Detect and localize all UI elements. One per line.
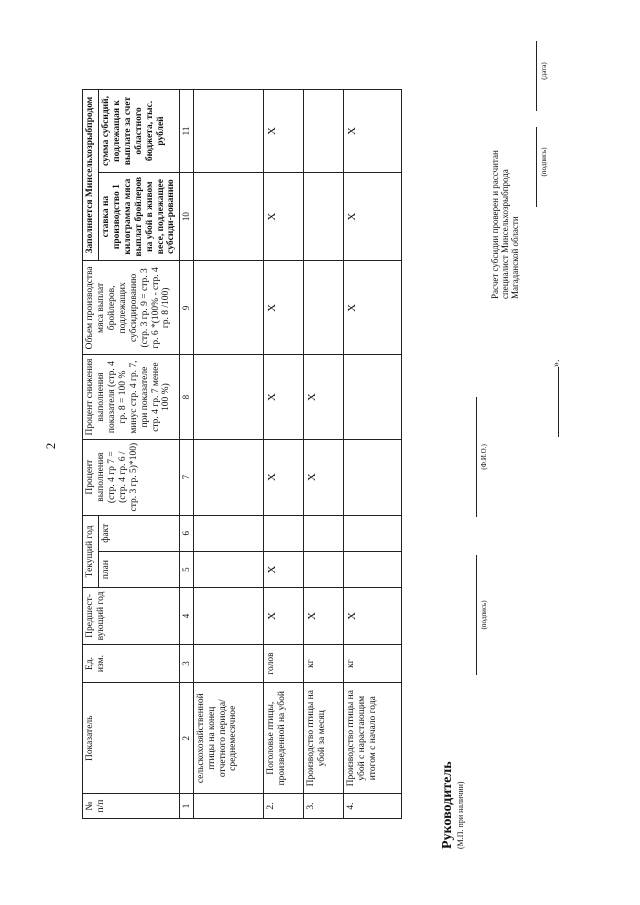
subsidy-table [82,89,402,819]
row-cell: Х [263,355,303,439]
checked-date-caption: (дата) [540,62,548,80]
row-cell [193,172,263,260]
col-number: 10 [180,172,193,260]
header-ministry: Заполняется Минсельхозрыбпродом [83,90,99,261]
col-number: 2 [180,683,193,794]
header-volume: Объем производства мяса выплат бройлеров, подлежащих субсидированию (стр. 3 гр. 9 = стр. 3 гр. 6 *(100% - стр. 4 гр. 8 /100) [83,261,180,355]
col-number: 5 [180,551,193,587]
header-rate: ставка на производство 1 килограмма мяса выплат бройлеров на убой в живом весе, подлежащее субсиди-рованию [98,172,179,260]
row-num: 4. [343,794,401,819]
row-num: 2. [263,794,303,819]
row-num: 3. [303,794,343,819]
header-num: № п/п [83,794,180,819]
row-cell: Х [343,261,401,355]
row-cell [263,515,303,551]
sign-caption: (подпись) [480,600,488,630]
row-cell: Х [263,588,303,644]
row-cell [303,261,343,355]
row-cell: Х [343,90,401,173]
row-unit: кг [303,644,343,683]
row-cell [343,439,401,515]
row-cell: Х [263,261,303,355]
row-cell [193,515,263,551]
row-cell: Х [303,439,343,515]
row-cell [193,439,263,515]
header-indicator: Показатель [83,683,180,794]
row-cell [303,90,343,173]
col-number: 3 [180,644,193,683]
row-unit: голов [263,644,303,683]
row-cell: Х [263,439,303,515]
header-current-year: Текущий год [83,515,99,588]
fio-caption: (Ф.И.О.) [480,444,488,470]
row-cell [193,551,263,587]
row-cell [303,515,343,551]
date-tail: ». [551,359,562,367]
head-subtitle: (М.П. при наличии) [456,781,465,849]
row-indicator: Поголовье птицы, произведенной на убой [263,683,303,794]
row-cell [343,551,401,587]
col-number: 4 [180,588,193,644]
col-number: 11 [180,90,193,173]
row-cell [303,172,343,260]
row-cell: Х [343,588,401,644]
row-cell [193,588,263,644]
row-cell [193,90,263,173]
row-cell: Х [303,588,343,644]
header-plan: план [98,551,179,587]
row-cell: Х [263,551,303,587]
row-cell [343,515,401,551]
row-cell: Х [263,172,303,260]
checked-text-3: Магаданской области [510,216,520,299]
checked-sign-field [528,117,548,207]
row-cell: Х [263,90,303,173]
col-number: 1 [180,794,193,819]
page-number: 2 [43,442,58,450]
col-number: 9 [180,261,193,355]
header-pct-reduce: Процент снижения выполнения показателя (стр. 4 гр. 8 = 100 % минус стр. 4 гр. 7, при показателе стр. 4 гр. 7 менее 100 %) [83,355,180,439]
col-number: 8 [180,355,193,439]
row-indicator: Производство птицы на убой за месяц [303,683,343,794]
head-signature-block [440,729,465,849]
row-cell [193,261,263,355]
head-sign-field [466,555,488,675]
header-sum: сумма субсидий, подлежащая к выплате за счет областного бюджета, тыс. рублей [98,90,179,173]
checked-text-1: Расчет субсидии проверен и рассчитан [490,150,500,299]
row-cell: Х [343,172,401,260]
row-unit: кг [343,644,401,683]
table-row [343,90,401,819]
row-indicator: Производство птицы на убой с нарастающим итогом с начало года [343,683,401,794]
checked-text-2: специалист Минсельхозрыбпрода [500,169,510,299]
row-cell [303,551,343,587]
date-field [548,347,562,437]
head-fio-field [466,397,488,517]
checked-sign-caption: (подпись) [540,147,548,177]
header-prev-year: Предшест-вующий год [83,588,180,644]
header-row-1 [83,90,99,819]
header-pct-done: Процент выполнения (стр. 4 гр 7 = (стр. 4 гр. 6 / стр. 3 гр. 5)*100) [83,439,180,515]
header-unit: Ед. изм. [83,644,180,683]
head-title: Руководитель [440,761,455,849]
checked-block [490,89,520,299]
row-num [193,794,263,819]
row-cell [343,355,401,439]
table-row [193,90,263,819]
header-fact: факт [98,515,179,551]
row-cell [193,355,263,439]
table-row [263,90,303,819]
row-unit [193,644,263,683]
col-number: 6 [180,515,193,551]
col-number: 7 [180,439,193,515]
row-cell: Х [303,355,343,439]
checked-date-field [528,31,548,111]
column-number-row [180,90,193,819]
table-row [303,90,343,819]
row-indicator: сельскохозяйственной птицы на конец отчетного периода/ среднемесячное [193,683,263,794]
